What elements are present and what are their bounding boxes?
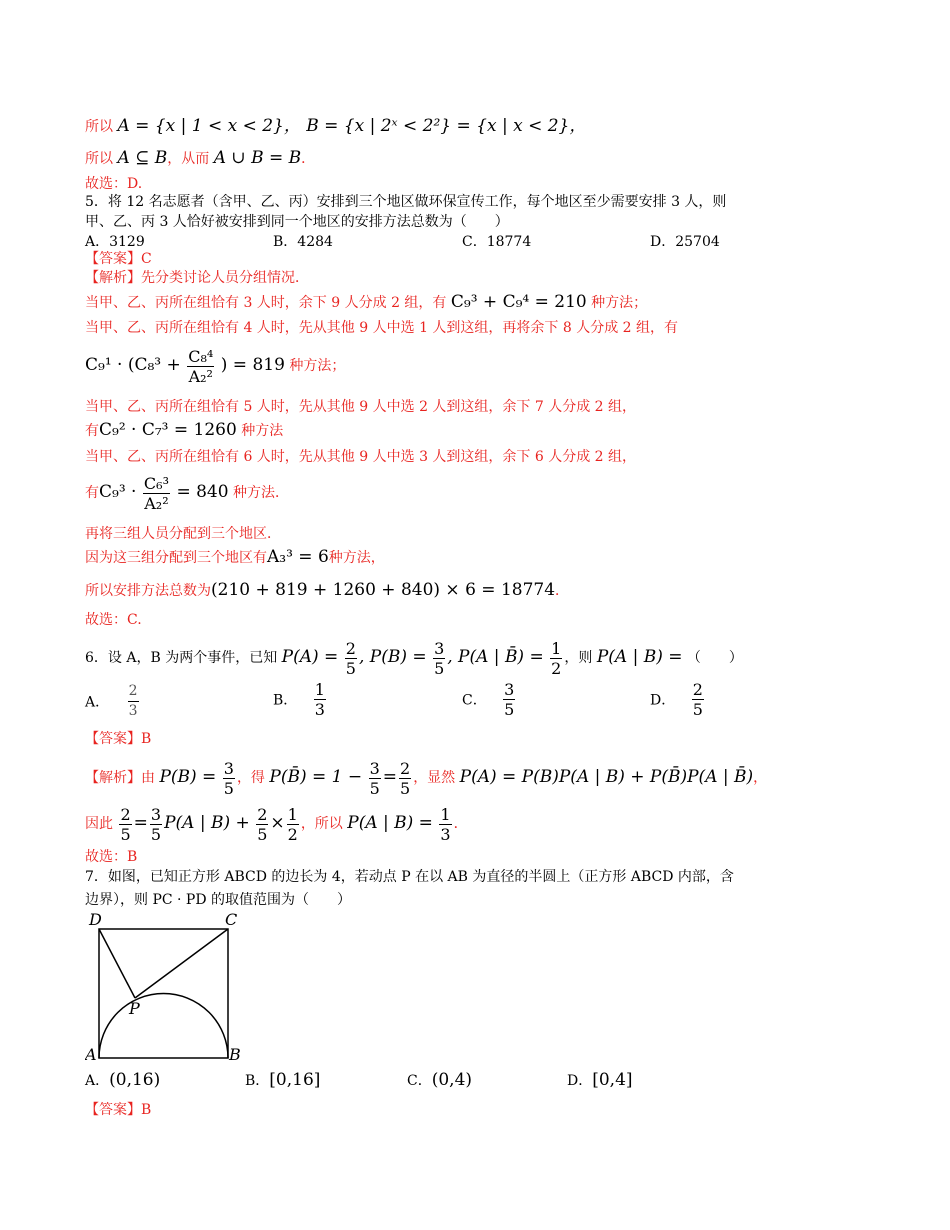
line-subset	[85, 148, 315, 169]
case-math-right: ) = 819	[220, 355, 285, 375]
q6-option-b	[273, 680, 328, 719]
fraction	[128, 682, 139, 721]
q5-case-6-text: 当甲、乙、丙所在组恰有 6 人时，先从其他 9 人中选 3 人到这组，余下 6 人分成 2 组，	[85, 449, 637, 465]
label-d: D	[89, 910, 102, 929]
frac-den: 5	[369, 778, 380, 798]
frac-den: 5	[150, 824, 162, 844]
segment-pc	[135, 929, 228, 998]
case-text-end: 种方法	[241, 423, 284, 439]
frac-num: 3	[504, 680, 515, 699]
q5-case-5-text: 当甲、乙、丙所在组恰有 5 人时，先从其他 9 人中选 2 人到这组，余下 7 人分成 2 组，	[85, 399, 637, 415]
option-label: C．	[462, 692, 487, 709]
fraction	[150, 805, 162, 844]
fraction	[256, 805, 268, 844]
math-pb: , P(B) =	[358, 647, 427, 667]
assign-text-end: 种方法，	[328, 550, 385, 566]
fraction	[433, 639, 445, 678]
frac-den: 5	[504, 700, 515, 719]
label-b: B	[229, 1045, 241, 1060]
math-pb: P(B) =	[159, 767, 217, 787]
q5-option-c: C．18774	[462, 234, 532, 250]
q6-choose: 故选：B	[85, 849, 138, 865]
line-set-def	[85, 116, 586, 137]
text-mid: ，从而	[167, 151, 210, 167]
frac-num: 2	[120, 804, 131, 824]
frac-num: 3	[369, 758, 380, 778]
fraction	[314, 680, 326, 719]
total-math: (210 + 819 + 1260 + 840) × 6 = 18774	[211, 580, 556, 600]
q7-option-d	[567, 1070, 633, 1090]
math-eq: =	[382, 767, 397, 787]
frac-den: A₂²	[188, 366, 213, 386]
q5-option-d: D．25704	[650, 234, 720, 250]
case-math: C₉² · C₇³ = 1260	[99, 420, 237, 440]
analysis-tag: 【解析】	[85, 270, 141, 286]
q6-analysis	[85, 754, 767, 800]
q5-stem-1: 5．将 12 名志愿者（含甲、乙、丙）安排到三个地区做环保宣传工作，每个地区至少需要安排 3 人，则	[85, 194, 727, 210]
q5-assign-1: 再将三组人员分配到三个地区．	[85, 526, 281, 542]
frac-den: 5	[223, 778, 234, 798]
frac-num: 3	[434, 638, 445, 658]
frac-num: 3	[223, 758, 234, 778]
q7-stem-1: 7．如图，已知正方形 ABCD 的边长为 4，若动点 P 在以 AB 为直径的半圆上（正方形 ABCD 内部，含	[85, 869, 734, 885]
q5-case-4-text: 当甲、乙、丙所在组恰有 4 人时，先从其他 9 人中选 1 人到这组，再将余下 8 人分成 2 组，有	[85, 320, 679, 336]
stem-text-2: ，则	[564, 650, 593, 666]
fraction	[223, 759, 235, 798]
analysis-text: 由	[141, 770, 155, 786]
q5-case-5-math	[85, 420, 283, 441]
case-text-end: 种方法．	[233, 485, 289, 501]
q7-option-a	[85, 1070, 160, 1090]
label-p: P	[129, 999, 140, 1018]
q6-option-a	[85, 682, 141, 721]
fraction	[143, 474, 170, 513]
hence-so: ，所以	[300, 816, 343, 832]
frac-num: 2	[400, 758, 411, 778]
q5-case-3	[85, 292, 647, 313]
text-prefix: 所以	[85, 151, 113, 167]
frac-den: 5	[345, 658, 356, 678]
math-pa: P(A) =	[281, 647, 339, 667]
text-prefix: 所以	[85, 119, 113, 135]
q6-option-d	[650, 680, 706, 719]
q6-answer: 【答案】B	[85, 731, 152, 747]
option-label: C．	[407, 1073, 432, 1089]
option-label: A．	[85, 694, 110, 711]
math-set-def: A = {x | 1 < x < 2}， B = {x | 2ˣ < 2²} = {x | x < 2}，	[117, 116, 587, 136]
semicircle-arc	[99, 994, 228, 1059]
fraction	[550, 639, 562, 678]
fraction	[439, 805, 451, 844]
case-pre: 有	[85, 485, 99, 501]
total-end: ．	[555, 583, 570, 599]
option-value: [0,16]	[269, 1070, 321, 1090]
math-total-prob: P(A) = P(B)P(A | B) + P(B̄)P(A | B̄)	[459, 767, 754, 787]
fraction	[287, 805, 299, 844]
frac-den: 3	[440, 824, 451, 844]
case-text-end: 种方法；	[289, 358, 346, 374]
q7-option-b	[245, 1070, 320, 1090]
math-question: P(A | B) =	[596, 647, 683, 667]
frac-den: 5	[120, 824, 131, 844]
math-union: A ∪ B = B	[213, 148, 302, 168]
case-text: 当甲、乙、丙所在组恰有 3 人时，余下 9 人分成 2 组，有	[85, 295, 447, 311]
q6-hence	[85, 800, 468, 846]
q5-answer: 【答案】C	[85, 251, 152, 267]
option-value: [0,4]	[592, 1070, 633, 1090]
q5-case-6-math	[85, 467, 289, 517]
stem-paren: （ ）	[686, 650, 743, 666]
fraction	[692, 680, 704, 719]
frac-num: 3	[150, 804, 162, 824]
q7-answer: 【答案】B	[85, 1102, 152, 1118]
frac-num: 1	[287, 804, 298, 824]
frac-num: 2	[692, 680, 703, 699]
hence-end: ．	[453, 816, 468, 832]
frac-num: C₈⁴	[188, 346, 214, 366]
frac-den: 3	[314, 700, 325, 719]
option-label: A．	[85, 1073, 110, 1089]
square-semicircle-figure	[85, 910, 255, 1060]
analysis-text-2: ，得	[236, 770, 265, 786]
option-value: (0,4)	[431, 1070, 473, 1090]
stem-text: 6．设 A，B 为两个事件，已知	[85, 650, 278, 666]
frac-den: 2	[287, 824, 298, 844]
fraction	[399, 759, 411, 798]
analysis-text-3: ，显然	[413, 770, 456, 786]
math-mid: P(A | B) +	[164, 813, 250, 833]
case-math: C₉³ + C₉⁴ = 210	[450, 292, 587, 312]
label-c: C	[225, 910, 238, 929]
frac-den: 5	[400, 778, 411, 798]
math-eq: =	[133, 813, 148, 833]
case-pre: 有	[85, 423, 99, 439]
option-label: D．	[650, 692, 676, 709]
frac-num: 1	[314, 680, 325, 699]
math-subset: A ⊆ B	[117, 148, 168, 168]
frac-den: 3	[128, 703, 138, 719]
fraction	[119, 805, 131, 844]
q7-stem-2: 边界），则 PC · PD 的取值范围为（ ）	[85, 892, 352, 908]
option-value: (0,16)	[109, 1070, 161, 1090]
frac-num: 2	[345, 638, 356, 658]
assign-text: 因为这三组分配到三个地区有	[85, 550, 267, 566]
total-text: 所以安排方法总数为	[85, 583, 211, 599]
case-text-end: 种方法；	[591, 295, 648, 311]
label-a: A	[85, 1045, 97, 1060]
q5-case-4-math	[85, 340, 345, 390]
frac-num: 1	[551, 638, 562, 658]
option-label: B．	[273, 692, 298, 709]
frac-num: 2	[257, 804, 268, 824]
q5-option-a: A．3129	[85, 234, 145, 250]
q7-option-c	[407, 1070, 472, 1090]
frac-den: 2	[551, 658, 562, 678]
q5-option-b: B．4284	[273, 234, 333, 250]
case-math-left: C₉¹ · (C₈³ +	[85, 355, 181, 375]
choose-line: 故选：D.	[85, 176, 143, 192]
q6-stem	[85, 634, 743, 680]
case-math-right: = 840	[176, 482, 229, 502]
math-pbbar: P(B̄) = 1 −	[269, 767, 363, 787]
frac-den: A₂²	[144, 493, 169, 513]
frac-den: 5	[692, 700, 703, 719]
segment-pd	[99, 929, 135, 998]
frac-num: 2	[128, 682, 139, 702]
q5-stem-2: 甲、乙、丙 3 人恰好被安排到同一个地区的安排方法总数为（ ）	[85, 214, 509, 230]
frac-den: 5	[434, 658, 445, 678]
assign-math: A₃³ = 6	[267, 547, 329, 567]
frac-den: 5	[257, 824, 268, 844]
option-label: D．	[567, 1073, 593, 1089]
option-label: B．	[245, 1073, 270, 1089]
frac-num: C₆³	[143, 473, 169, 493]
math-result: P(A | B) =	[347, 813, 433, 833]
q5-analysis	[85, 268, 309, 288]
q5-assign-2	[85, 547, 385, 568]
analysis-text: 先分类讨论人员分组情况．	[141, 270, 309, 286]
q5-choose: 故选：C.	[85, 612, 142, 628]
frac-num: 1	[440, 804, 451, 824]
text-end: ．	[301, 151, 316, 167]
math-pab: , P(A | B̄) =	[447, 647, 544, 667]
fraction	[369, 759, 381, 798]
q5-total	[85, 580, 569, 601]
hence-text: 因此	[85, 816, 113, 832]
case-math-left: C₉³ ·	[99, 482, 137, 502]
analysis-text-4: ，	[753, 770, 768, 786]
q6-option-c	[462, 680, 517, 719]
analysis-tag: 【解析】	[85, 770, 141, 786]
fraction	[345, 639, 357, 678]
fraction	[187, 347, 214, 386]
fraction	[503, 680, 515, 719]
math-times: ×	[270, 813, 285, 833]
